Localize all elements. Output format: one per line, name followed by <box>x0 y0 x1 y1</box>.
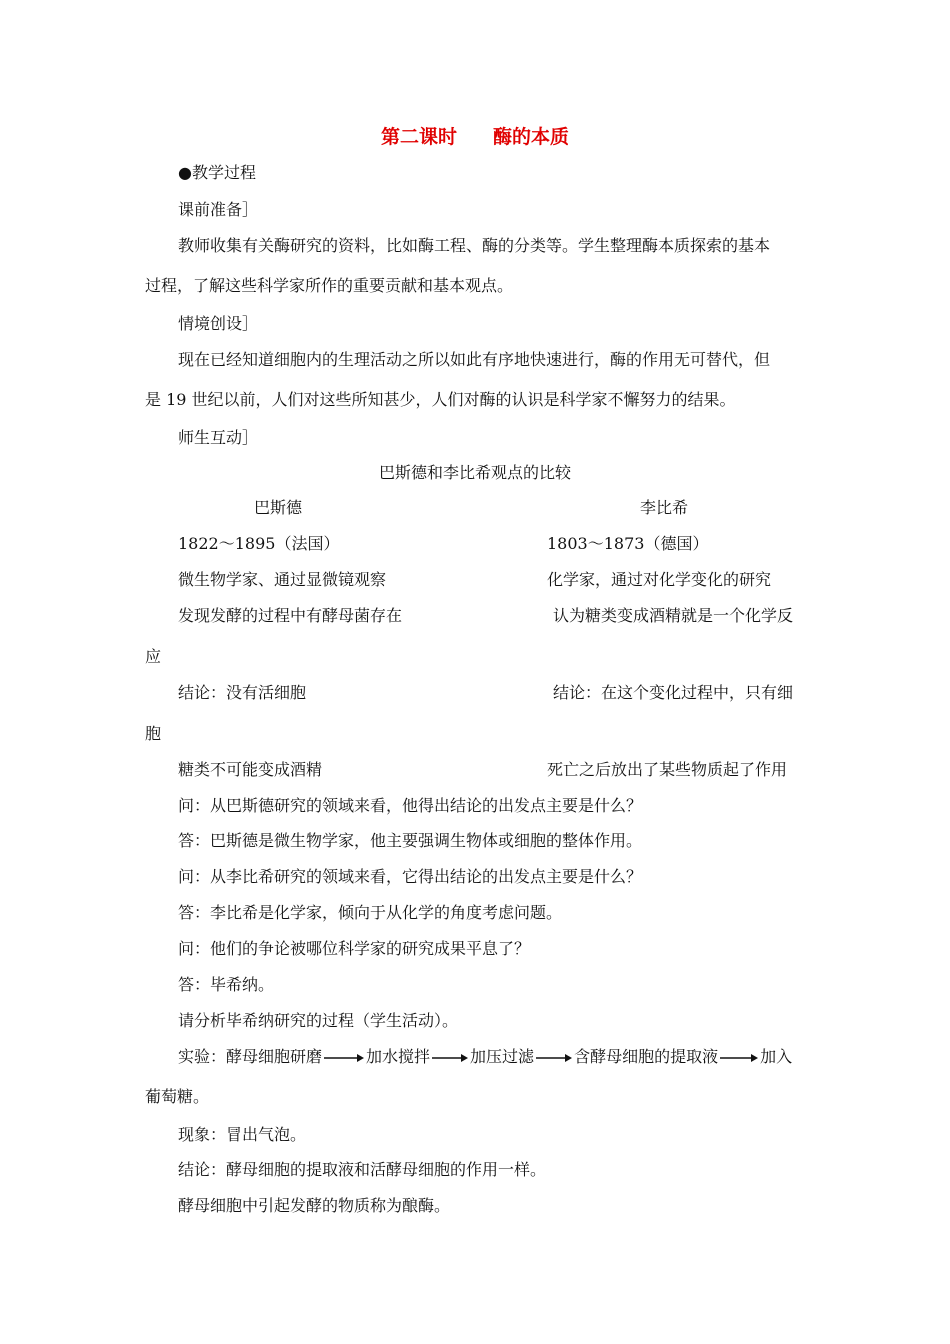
right-scientist-name: 李比希 <box>640 498 689 517</box>
right-conclusion-wrap: 胞 <box>145 724 162 743</box>
interaction-heading: 师生互动］ <box>178 428 259 447</box>
arrow-right-icon <box>536 1053 572 1063</box>
prep-text-line-2: 过程，了解这些科学家所作的重要贡献和基本观点。 <box>145 276 514 295</box>
final-statement: 酵母细胞中引起发酵的物质称为酿酶。 <box>178 1196 451 1215</box>
experiment-step: 加入 <box>760 1047 793 1066</box>
scenario-heading: 情境创设］ <box>178 314 259 333</box>
left-conclusion-2: 糖类不可能变成酒精 <box>178 760 323 779</box>
page-title <box>0 125 950 149</box>
left-field: 微生物学家、通过显微镜观察 <box>178 570 387 589</box>
experiment-step: 加压过滤 <box>470 1047 535 1066</box>
prep-text-line-1: 教师收集有关酶研究的资料，比如酶工程、酶的分类等。学生整理酶本质探索的基本 <box>178 236 771 255</box>
arrow-right-icon <box>324 1053 364 1063</box>
experiment-step: 含酵母细胞的提取液 <box>574 1047 719 1066</box>
experiment-label: 实验： <box>178 1047 227 1066</box>
right-field: 化学家，通过对化学变化的研究 <box>547 570 772 589</box>
experiment-wrap: 葡萄糖。 <box>145 1087 210 1106</box>
left-conclusion: 结论：没有活细胞 <box>178 683 307 702</box>
right-conclusion-2: 死亡之后放出了某些物质起了作用 <box>547 760 788 779</box>
qa-line: 问：他们的争论被哪位科学家的研究成果平息了？ <box>178 939 531 958</box>
right-finding-wrap: 应 <box>145 647 162 666</box>
qa-line: 答：巴斯德是微生物学家，他主要强调生物体或细胞的整体作用。 <box>178 831 643 850</box>
scenario-text-line-1: 现在已经知道细胞内的生理活动之所以如此有序地快速进行，酶的作用无可替代，但 <box>178 350 771 369</box>
title-part-2: 酶的本质 <box>493 126 570 148</box>
arrow-right-icon <box>432 1053 468 1063</box>
section-teaching-process: ●教学过程 <box>178 163 256 182</box>
right-finding: 认为糖类变成酒精就是一个化学反 <box>553 606 794 625</box>
qa-line: 答：毕希纳。 <box>178 975 275 994</box>
prep-heading: 课前准备］ <box>178 200 259 219</box>
scenario-text-line-2: 是 19 世纪以前，人们对这些所知甚少，人们对酶的认识是科学家不懈努力的结果。 <box>145 390 736 409</box>
experiment-step: 酵母细胞研磨 <box>226 1047 323 1066</box>
title-part-1: 第二课时 <box>380 126 457 148</box>
left-dates: 1822～1895（法国） <box>178 534 340 553</box>
qa-line: 问：从李比希研究的领域来看，它得出结论的出发点主要是什么？ <box>178 867 643 886</box>
experiment-step: 加水搅拌 <box>366 1047 431 1066</box>
conclusion: 结论：酵母细胞的提取液和活酵母细胞的作用一样。 <box>178 1160 547 1179</box>
left-finding: 发现发酵的过程中有酵母菌存在 <box>178 606 403 625</box>
right-conclusion: 结论：在这个变化过程中，只有细 <box>553 683 794 702</box>
analysis-prompt: 请分析毕希纳研究的过程（学生活动）。 <box>178 1011 459 1030</box>
phenomenon: 现象：冒出气泡。 <box>178 1125 307 1144</box>
arrow-right-icon <box>720 1053 758 1063</box>
comparison-caption: 巴斯德和李比希观点的比较 <box>378 463 571 482</box>
experiment-flow <box>178 1047 792 1067</box>
right-dates: 1803～1873（德国） <box>547 534 709 553</box>
left-scientist-name: 巴斯德 <box>254 498 303 517</box>
qa-line: 答：李比希是化学家，倾向于从化学的角度考虑问题。 <box>178 903 563 922</box>
qa-line: 问：从巴斯德研究的领域来看，他得出结论的出发点主要是什么？ <box>178 796 643 815</box>
